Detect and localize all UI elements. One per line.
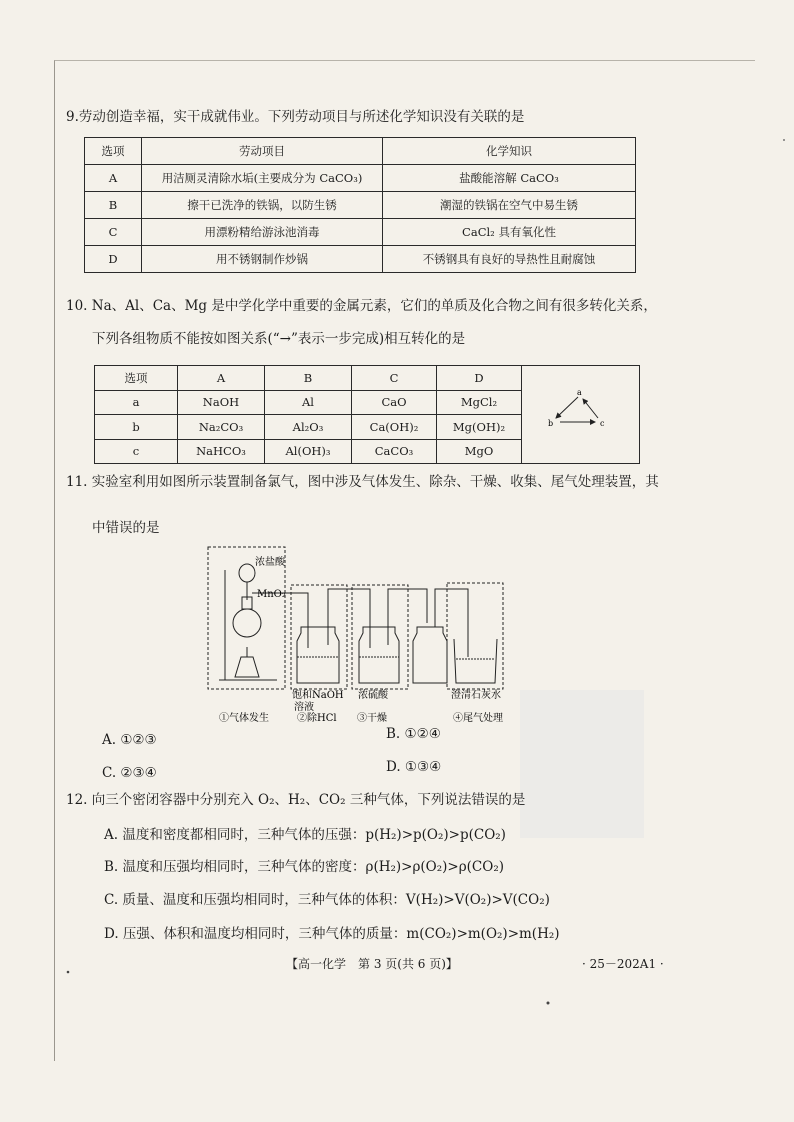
table-cell: 用漂粉精给游泳池消毒 (142, 219, 383, 246)
node-b: b (548, 419, 554, 428)
label-section-1: ①气体发生 (219, 713, 269, 724)
table-header-cell: 劳动项目 (142, 138, 383, 165)
table-header-cell: A (178, 366, 265, 391)
node-c: c (600, 419, 605, 428)
label-section-3: ③干燥 (357, 713, 387, 724)
table-cell: NaHCO₃ (178, 439, 265, 464)
table-cell: c (95, 439, 178, 464)
label-conc-hcl: 浓盐酸 (255, 557, 285, 568)
table-cell: CaCl₂ 具有氧化性 (383, 219, 636, 246)
node-a: a (577, 388, 582, 397)
q10-stem-line1: 10. Na、Al、Ca、Mg 是中学化学中重要的金属元素，它们的单质及化合物之间有很多转化关系， (66, 298, 657, 314)
table-header-cell: C (352, 366, 437, 391)
exam-code: · 25－202A1 · (582, 957, 664, 971)
table-cell: Na₂CO₃ (178, 415, 265, 440)
table-header-cell: 选项 (85, 138, 142, 165)
table-header-cell: B (265, 366, 352, 391)
table-cell: Ca(OH)₂ (352, 415, 437, 440)
table-cell: 擦干已洗净的铁锅，以防生锈 (142, 192, 383, 219)
q11-option-b: B. ①②④ (386, 726, 441, 742)
table-cell: 用洁厕灵清除水垢(主要成分为 CaCO₃) (142, 165, 383, 192)
table-cell: MgO (437, 439, 522, 464)
label-section-2: ②除HCl (297, 713, 337, 724)
table-cell: A (85, 165, 142, 192)
q12-option-c: C. 质量、温度和压强均相同时，三种气体的体积：V(H₂)>V(O₂)>V(CO₂) (104, 892, 550, 908)
q10-stem-line2: 下列各组物质不能按如图关系(“→”表示一步完成)相互转化的是 (92, 331, 466, 347)
table-cell: 不锈钢具有良好的导热性且耐腐蚀 (383, 246, 636, 273)
q12-stem: 12. 向三个密闭容器中分别充入 O₂、H₂、CO₂ 三种气体，下列说法错误的是 (66, 792, 526, 808)
label-mno2: MnO₂ (257, 589, 286, 600)
q12-option-a: A. 温度和密度都相同时，三种气体的压强：p(H₂)>p(O₂)>p(CO₂) (104, 827, 506, 843)
page-footer: 【高一化学 第 3 页(共 6 页)】 (286, 957, 458, 971)
label-naoh-line2: 溶液 (294, 702, 314, 713)
table-cell: NaOH (178, 390, 265, 415)
table-header-cell: 选项 (95, 366, 178, 391)
q11-stem-line1: 11. 实验室利用如图所示装置制备氯气，图中涉及气体发生、除杂、干燥、收集、尾气处理装置，其 (66, 474, 659, 490)
q9-stem: 9.劳动创造幸福，实干成就伟业。下列劳动项目与所述化学知识没有关联的是 (66, 109, 525, 125)
q11-option-c: C. ②③④ (102, 765, 157, 781)
label-conc-h2so4: 浓硫酸 (358, 690, 388, 701)
q11-option-a: A. ①②③ (102, 732, 157, 748)
table-cell: CaCO₃ (352, 439, 437, 464)
table-cell: C (85, 219, 142, 246)
table-cell: CaO (352, 390, 437, 415)
table-cell: D (85, 246, 142, 273)
table-cell: 用不锈钢制作炒锅 (142, 246, 383, 273)
table-cell: MgCl₂ (437, 390, 522, 415)
q11-stem-line2: 中错误的是 (92, 520, 160, 536)
table-cell: B (85, 192, 142, 219)
label-limewater: 澄清石灰水 (451, 690, 501, 701)
table-cell: 潮湿的铁锅在空气中易生锈 (383, 192, 636, 219)
label-naoh-line1: 饱和NaOH (292, 690, 344, 701)
label-section-4: ④尾气处理 (453, 713, 503, 724)
q11-option-d: D. ①③④ (386, 759, 442, 775)
q12-option-d: D. 压强、体积和温度均相同时，三种气体的质量：m(CO₂)>m(O₂)>m(H₂) (104, 926, 560, 942)
table-header-cell: D (437, 366, 522, 391)
table-cell: Mg(OH)₂ (437, 415, 522, 440)
table-cell: 盐酸能溶解 CaCO₃ (383, 165, 636, 192)
table-header-cell: 化学知识 (383, 138, 636, 165)
table-cell: Al (265, 390, 352, 415)
table-cell: b (95, 415, 178, 440)
table-cell: Al(OH)₃ (265, 439, 352, 464)
q12-option-b: B. 温度和压强均相同时，三种气体的密度：ρ(H₂)>ρ(O₂)>ρ(CO₂) (104, 859, 505, 875)
table-cell: a (95, 390, 178, 415)
table-cell: Al₂O₃ (265, 415, 352, 440)
